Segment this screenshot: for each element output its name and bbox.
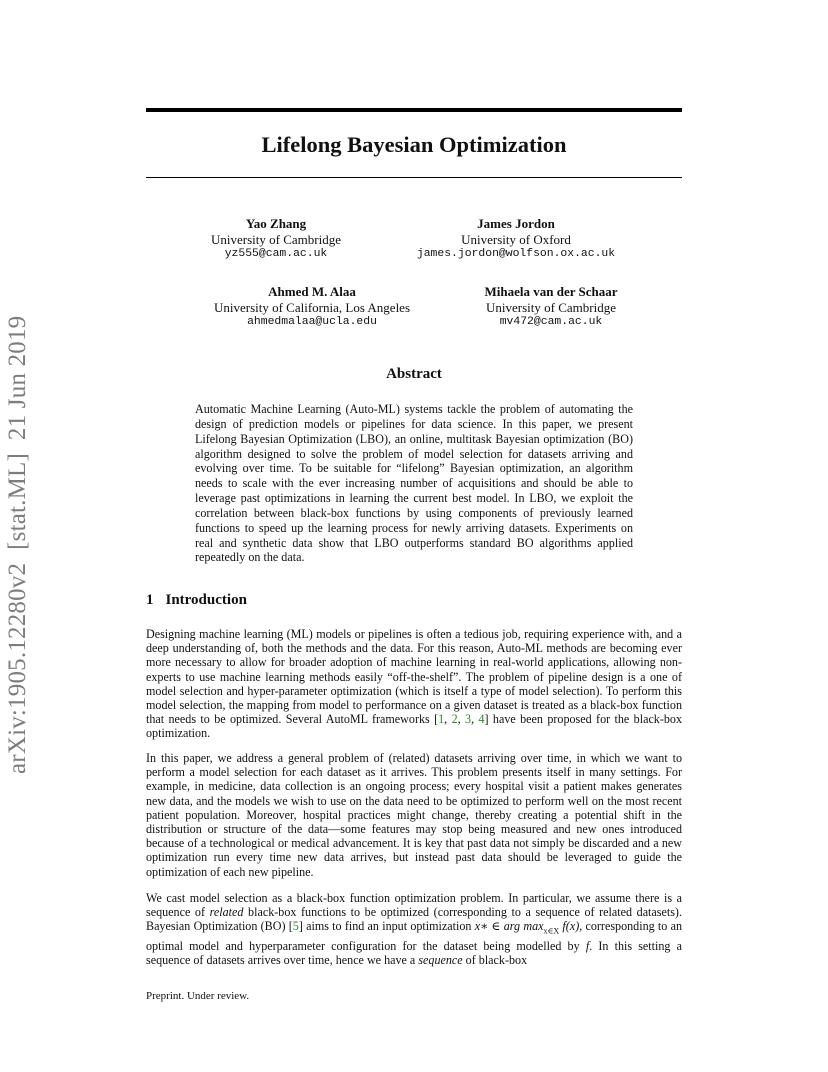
intro-paragraph-1: Designing machine learning (ML) models or pipelines is often a tedious job, requiring experience with, and a deep understanding of, both the methods and the data. For this reason, Auto-ML methods are becoming ever more necessary to allow for broader adoption of machine learning in real-world applications, allowing non-experts to use machine learning methods easily “off-the-shelf”. The problem of pipeline design is a one of model selection and hyper-parameter optimization (which is itself a type of model selection). To perform this model selection, the mapping from model to performance on a given dataset is treated as a black-box function that needs to be optimized. Several AutoML frameworks [1, 2, 3, 4] have been proposed for the black-box optimization.: [146, 627, 683, 741]
title-rule-top: [146, 108, 682, 112]
author-affiliation: University of Cambridge: [486, 299, 616, 315]
paper-title: Lifelong Bayesian Optimization: [261, 132, 567, 157]
section-number: 1: [146, 592, 154, 608]
paragraph-text: corresponding to an optimal model and hyperparameter configuration for the dataset being modelled by: [146, 919, 682, 954]
author-email[interactable]: yz555@cam.ac.uk: [224, 248, 328, 260]
author-affiliation: University of Oxford: [461, 231, 571, 247]
paragraph-text: . In this setting a sequence of datasets arrives over time, hence we have a: [146, 939, 683, 968]
math-expression: x∗ ∈ arg max: [474, 919, 544, 934]
abstract-text: Automatic Machine Learning (Auto-ML) systems tackle the problem of automating the design of prediction models or pipelines for data science. In this paper, we present Lifelong Bayesian Optimization (LBO), an online, multitask Bayesian optimization (BO) algorithm designed to solve the problem of model selection for datasets arriving and evolving over time. To be suitable for “lifelong” Bayesian optimization, an algorithm needs to scale with the ever increasing number of acquisitions and should be able to leverage past optimizations in learning the current best model. In LBO, we exploit the correlation between black-box functions by using components of previously learned functions to speed up the learning process for newly arriving datasets. Experiments on real and synthetic data show that LBO outperforms standard BO algorithms applied repeatedly on the data.: [195, 402, 633, 565]
citation-link[interactable]: 5: [292, 919, 299, 934]
intro-paragraph-3: [146, 891, 682, 967]
author-email[interactable]: mv472@cam.ac.uk: [499, 316, 603, 328]
emphasis-text: related: [209, 905, 244, 920]
author-block-1: [166, 216, 386, 263]
author-affiliation: University of Cambridge: [211, 231, 341, 247]
author-name: Yao Zhang: [245, 216, 307, 231]
author-name: Ahmed M. Alaa: [268, 284, 356, 299]
paragraph-text: Designing machine learning (ML) models or pipelines is often a tedious job, requiring experience with, and a deep understanding of, both the methods and the data. For this reason, Auto-ML methods are becoming ever more necessary to allow for broader adoption of machine learning in real-world applications, allowing non-experts to use machine learning methods easily “off-the-shelf”. The problem of pipeline design is a one of model selection and hyper-parameter optimization (which is itself a type of model selection). To perform this model selection, the mapping from model to performance on a given dataset is treated as a black-box function that needs to be optimized. Several AutoML frameworks [: [146, 627, 682, 727]
citation-link[interactable]: 3: [465, 712, 472, 727]
author-email[interactable]: ahmedmalaa@ucla.edu: [247, 316, 377, 328]
section-title: Introduction: [165, 592, 247, 608]
arxiv-stamp: arXiv:1905.12280v2 [stat.ML] 21 Jun 2019: [4, 315, 31, 774]
citation-link[interactable]: 1: [438, 712, 445, 727]
paragraph-text: We cast model selection as a black-box function optimization problem. In particular, we assume there is a sequence of: [146, 891, 682, 920]
emphasis-text: sequence: [418, 953, 463, 968]
section-heading: [146, 592, 247, 609]
paragraph-text: black-box functions to be optimized (corresponding to a sequence of related datasets). Bayesian Optimization (BO) [: [146, 905, 682, 934]
math-subscript: x∈X: [543, 926, 560, 936]
author-affiliation: University of California, Los Angeles: [213, 299, 411, 315]
citation-link[interactable]: 2: [451, 712, 458, 727]
paragraph-text: ] have been proposed for the black-box optimization.: [146, 712, 683, 741]
abstract-heading: Abstract: [386, 366, 442, 382]
paragraph-text: ] aims to find an input optimization: [298, 919, 475, 934]
author-name: James Jordon: [477, 216, 555, 231]
author-block-3: [196, 284, 428, 331]
footer-note: Preprint. Under review.: [146, 990, 250, 1002]
author-name: Mihaela van der Schaar: [484, 284, 618, 299]
paragraph-text: of black-box: [462, 953, 528, 968]
math-expression: f: [585, 939, 590, 954]
citation-link[interactable]: 4: [478, 712, 485, 727]
author-email[interactable]: james.jordon@wolfson.ox.ac.uk: [416, 248, 616, 260]
math-expression: f(x),: [559, 919, 583, 934]
author-block-4: [442, 284, 660, 331]
title-rule-bottom: [146, 177, 682, 178]
author-block-2: [400, 216, 632, 263]
intro-paragraph-2: In this paper, we address a general problem of (related) datasets arriving over time, in which we want to perform a model selection for each dataset as it arrives. This problem presents itself in many settings. For example, in medicine, data collection is an ongoing process; every hospital visit a patient makes generates new data, and the models we wish to use on the data need to be optimized to perform well on the most recent patient population. Moreover, hospital practices might change, thereby creating a potential shift in the distribution or structure of the data—some features may stop being measured and new ones introduced because of a technological or medical advancement. It is key that past data not simply be discarded and a new optimization run every time new data arrives, but instead past data should be leveraged to guide the optimization of each new pipeline.: [146, 751, 682, 879]
